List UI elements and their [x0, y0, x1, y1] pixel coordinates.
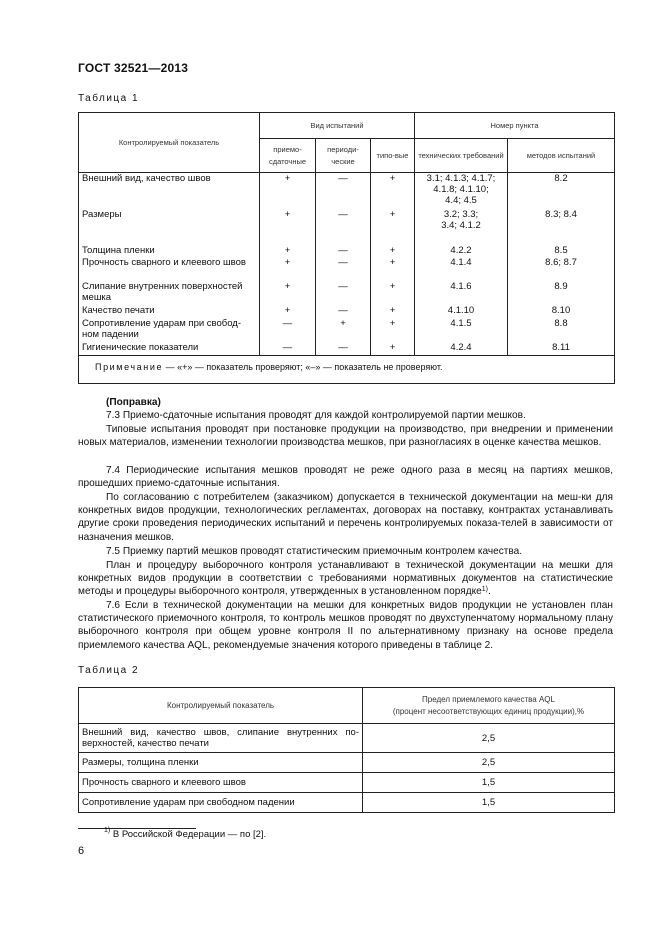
table1-header-indicator: Контролируемый показатель [79, 113, 260, 173]
row-tech-req: 4.1.6 [415, 281, 508, 305]
row-acceptance: + [260, 257, 316, 281]
row-tech-req: 3.1; 4.1.3; 4.1.7; 4.1.8; 4.1.10; 4.4; 4.5 [415, 173, 508, 209]
row-indicator: Внешний вид, качество швов [79, 173, 260, 209]
row-methods: 8.6; 8.7 [508, 257, 615, 281]
row-indicator: Размеры [79, 209, 260, 245]
table1-header-type: типо-вые [371, 139, 415, 173]
row-type: + [371, 209, 415, 245]
row-aql-value: 2,5 [363, 724, 615, 753]
row-tech-req: 4.1.10 [415, 305, 508, 318]
table-row [79, 209, 615, 245]
row-type: + [371, 305, 415, 318]
row-indicator: Размеры, толщина пленки [79, 753, 363, 773]
row-methods: 8.5 [508, 245, 615, 257]
table1-header-periodic: периоди-ческие [316, 139, 371, 173]
table-row [79, 753, 615, 773]
row-aql-value: 1,5 [363, 773, 615, 793]
row-indicator: Гигиенические показатели [79, 342, 260, 356]
row-methods: 8.9 [508, 281, 615, 305]
row-indicator: Сопротивление ударам при свободном падении [79, 793, 363, 813]
row-acceptance: — [260, 318, 316, 342]
amendment-label: (Поправка) [106, 397, 161, 408]
table-row [79, 305, 615, 318]
row-periodic: + [316, 318, 371, 342]
row-periodic: — [316, 305, 371, 318]
row-acceptance: — [260, 342, 316, 356]
row-indicator: Толщина пленки [79, 245, 260, 257]
table1-header-acceptance: приемо-сдаточные [260, 139, 316, 173]
row-aql-value: 1,5 [363, 793, 615, 813]
paragraph-7-6: 7.6 Если в технической документации на мешки для конкретных видов продукции не установлен план статистического приемочного контроля, то контроль мешков проводят по двухступенчатому нормальному плану выборочного контроля при общем уровне контроля II по альтернативному признаку на основе предела приемлемого качества AQL, рекомендуемые значения которого приведены в таблице 2. [78, 600, 613, 651]
row-tech-req: 4.1.5 [415, 318, 508, 342]
row-periodic: — [316, 281, 371, 305]
row-periodic: — [316, 173, 371, 209]
paragraph-type-tests: Типовые испытания проводят при постановке продукции на производство, при внедрении и применении новых материалов, изменении технологии производства мешков, при разногласиях в оценке качества мешков. [78, 424, 613, 449]
row-methods: 8.10 [508, 305, 615, 318]
table-row [79, 318, 615, 342]
row-type: + [371, 173, 415, 209]
table2-caption: Таблица 2 [78, 665, 140, 676]
row-methods: 8.2 [508, 173, 615, 209]
table-row [79, 793, 615, 813]
footnote-ref: 1) [481, 586, 488, 594]
table-row [79, 245, 615, 257]
table1-note [79, 356, 615, 384]
row-acceptance: + [260, 209, 316, 245]
row-methods: 8.8 [508, 318, 615, 342]
row-indicator: Сопротивление ударам при свобод-ном падении [79, 318, 260, 342]
row-tech-req: 4.2.4 [415, 342, 508, 356]
row-type: + [371, 342, 415, 356]
table-row [79, 773, 615, 793]
aql-header-line1: Предел приемлемого качества AQL [422, 694, 555, 704]
table2 [78, 687, 615, 813]
table-row [79, 257, 615, 281]
row-indicator: Прочность сварного и клеевого швов [79, 257, 260, 281]
page-number: 6 [78, 845, 85, 857]
table2-header-aql [363, 688, 615, 724]
table-row [79, 281, 615, 305]
row-type: + [371, 257, 415, 281]
row-tech-req: 3.2; 3.3; 3.4; 4.1.2 [415, 209, 508, 245]
paragraph-7-5: 7.5 Приемку партий мешков проводят статистическим приемочным контролем качества. [106, 546, 523, 557]
sampling-plan-text: План и процедуру выборочного контроля устанавливают в технической документации на мешки для конкретных видов продукции в соответствии с требованиями нормативных документов на статистические методы и процедуры выборочного контроля, утвержденных в установленном порядке [78, 560, 613, 598]
paragraph-sampling-plan [78, 559, 613, 599]
row-periodic: — [316, 342, 371, 356]
footnote-mark: 1) [104, 827, 111, 834]
row-periodic: — [316, 209, 371, 245]
note-text: — «+» — показатель проверяют; «–» — показатель не проверяют. [163, 362, 443, 372]
document-header: ГОСТ 32521—2013 [78, 61, 189, 75]
paragraph-7-3: 7.3 Приемо-сдаточные испытания проводят для каждой контролируемой партии мешков. [106, 410, 526, 421]
sampling-plan-end: . [487, 586, 491, 598]
row-acceptance: + [260, 305, 316, 318]
row-indicator: Качество печати [79, 305, 260, 318]
table1-caption: Таблица 1 [78, 93, 140, 104]
row-type: + [371, 245, 415, 257]
row-indicator: Слипание внутренних поверхностей мешка [79, 281, 260, 305]
row-methods: 8.3; 8.4 [508, 209, 615, 245]
row-acceptance: + [260, 173, 316, 209]
table2-header-indicator: Контролируемый показатель [79, 688, 363, 724]
row-tech-req: 4.1.4 [415, 257, 508, 281]
paragraph-agreement: По согласованию с потребителем (заказчиком) допускается в технической документации на меш-ки для конкретных видов продукции, технологических регламентах, договорах на поставку, контрактах устанавливать другие сроки проведения периодических испытаний и перечень контролируемых показа-телей в зависимости от назначения мешков. [78, 492, 613, 543]
table1-header-clause-number: Номер пункта [415, 113, 615, 139]
table1-header-test-type: Вид испытаний [260, 113, 415, 139]
row-indicator: Прочность сварного и клеевого швов [79, 773, 363, 793]
table1-header-methods: методов испытаний [508, 139, 615, 173]
table1-header-tech-req: технических требований [415, 139, 508, 173]
aql-header-line2: (процент несоответствующих единиц продукции),% [392, 706, 585, 716]
row-acceptance: + [260, 281, 316, 305]
row-type: + [371, 281, 415, 305]
row-methods: 8.11 [508, 342, 615, 356]
row-type: + [371, 318, 415, 342]
table-row [79, 173, 615, 209]
row-periodic: — [316, 245, 371, 257]
table-row [79, 342, 615, 356]
footnote-text: В Российской Федерации — по [2]. [110, 829, 267, 840]
table1 [78, 112, 615, 384]
row-aql-value: 2,5 [363, 753, 615, 773]
table-row [79, 724, 615, 753]
note-label: Примечание [95, 362, 164, 372]
row-tech-req: 4.2.2 [415, 245, 508, 257]
row-indicator: Внешний вид, качество швов, слипание внутренних по-верхностей, качество печати [79, 724, 363, 753]
row-acceptance: + [260, 245, 316, 257]
footnote [104, 829, 266, 840]
paragraph-7-4: 7.4 Периодические испытания мешков проводят не реже одного раза в месяц на партиях мешков, прошедших приемо-сдаточные испытания. [78, 465, 613, 490]
row-periodic: — [316, 257, 371, 281]
